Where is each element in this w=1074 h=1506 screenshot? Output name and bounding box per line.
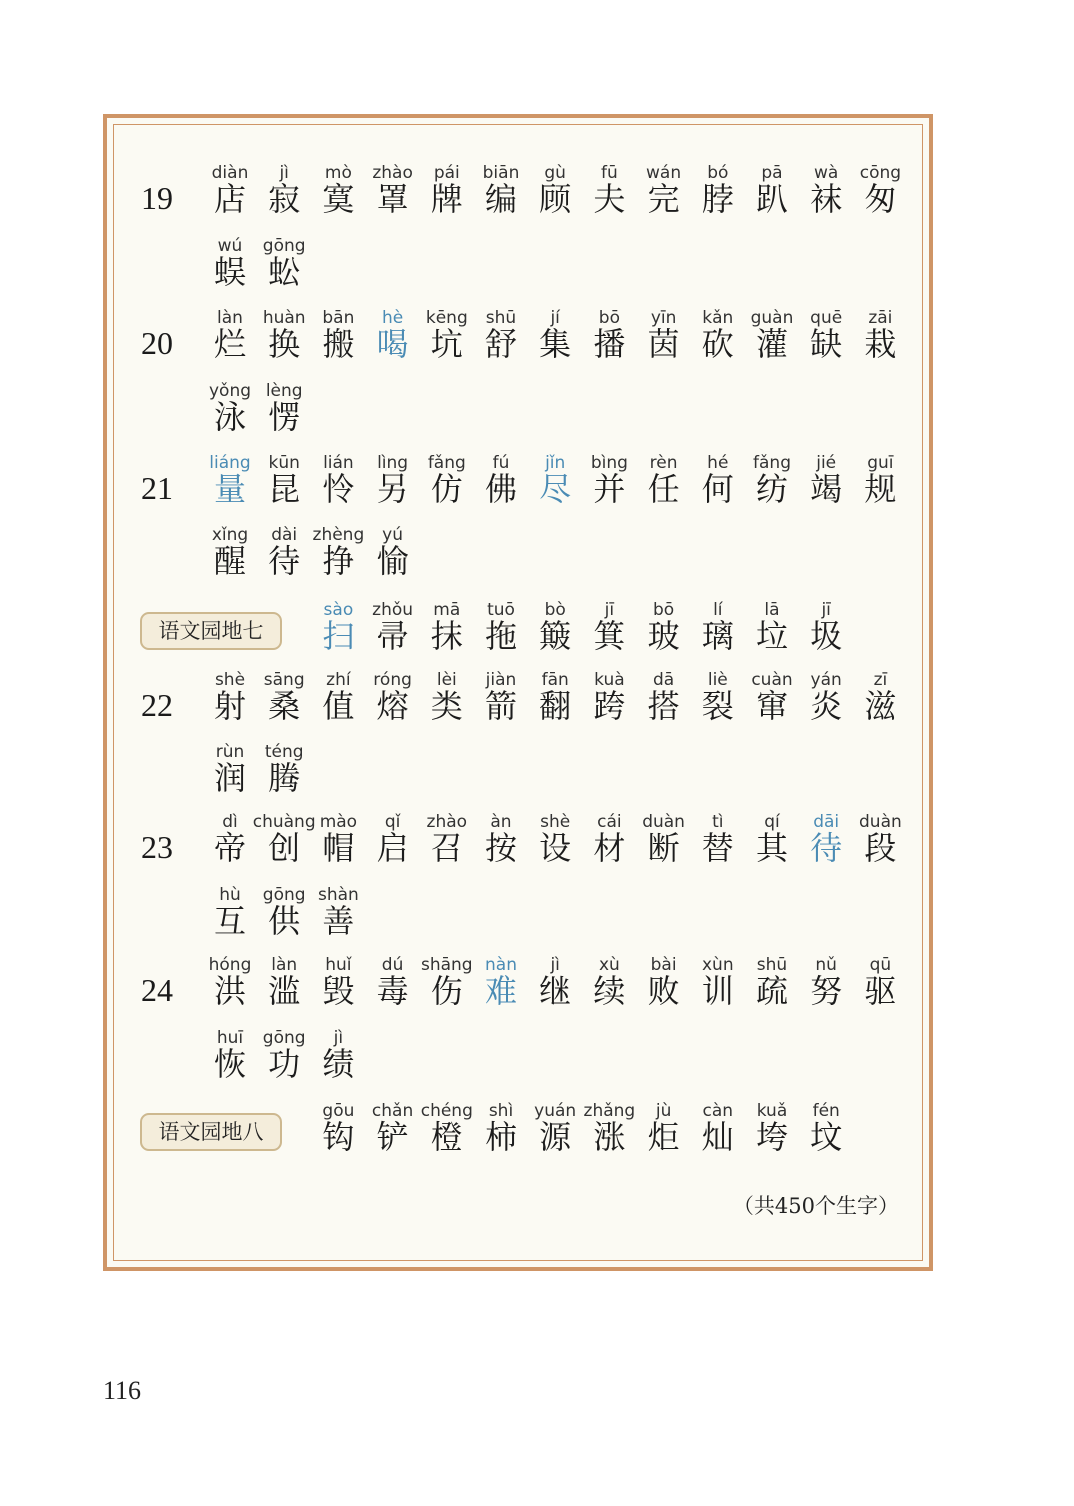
hanzi-character: 窜 (755, 687, 788, 725)
hanzi-character: 互 (213, 902, 246, 940)
hanzi-character: 类 (430, 687, 463, 725)
hanzi-character: 段 (864, 829, 897, 867)
pinyin-label: chǎn (371, 1101, 414, 1121)
pinyin-label: bō (652, 600, 675, 620)
hanzi-character: 簸 (539, 617, 572, 655)
hanzi-character: 箭 (484, 687, 517, 725)
character-row (107, 524, 929, 584)
character-cell (853, 669, 907, 729)
hanzi-character: 集 (539, 325, 572, 363)
hanzi-character: 并 (593, 470, 626, 508)
hanzi-character: 泳 (213, 398, 246, 436)
hanzi-character: 璃 (701, 617, 734, 655)
hanzi-character: 替 (701, 829, 734, 867)
character-row (107, 669, 929, 729)
pinyin-label: duàn (642, 812, 685, 832)
hanzi-character: 训 (701, 972, 734, 1010)
pinyin-label: rùn (215, 742, 245, 762)
pinyin-label: biān (482, 163, 520, 183)
hanzi-character: 毁 (322, 972, 355, 1010)
hanzi-character: 善 (322, 902, 355, 940)
hanzi-character: 钩 (322, 1118, 355, 1156)
hanzi-character: 仿 (430, 470, 463, 508)
lesson-number: 22 (141, 687, 173, 723)
pinyin-label: fú (492, 453, 510, 473)
hanzi-character: 难 (484, 972, 517, 1010)
pinyin-label: fǎng (427, 453, 466, 473)
pinyin-label: xùn (701, 955, 734, 975)
hanzi-character: 值 (322, 687, 355, 725)
lesson-number: 24 (141, 972, 173, 1008)
hanzi-character: 灿 (701, 1118, 734, 1156)
character-cell (799, 599, 853, 659)
character-row (107, 1027, 929, 1087)
hanzi-character: 愣 (268, 398, 301, 436)
pinyin-label: nàn (485, 955, 517, 975)
pinyin-label: sāng (263, 670, 305, 690)
hanzi-character: 换 (268, 325, 301, 363)
pinyin-label: kēng (425, 308, 468, 328)
hanzi-character: 毒 (376, 972, 409, 1010)
pinyin-label: shè (540, 812, 571, 832)
pinyin-label: jì (333, 1028, 344, 1048)
hanzi-character: 牌 (430, 180, 463, 218)
pinyin-label: huàn (262, 308, 306, 328)
hanzi-character: 圾 (810, 617, 843, 655)
hanzi-character: 按 (484, 829, 517, 867)
hanzi-character: 射 (213, 687, 246, 725)
hanzi-character: 挣 (322, 542, 355, 580)
pinyin-label: kūn (268, 453, 300, 473)
pinyin-label: lí (713, 600, 723, 620)
pinyin-label: zhǒu (372, 600, 414, 620)
pinyin-label: gōng (262, 1028, 306, 1048)
hanzi-character: 量 (213, 470, 246, 508)
pinyin-label: zhèng (312, 525, 365, 545)
hanzi-character: 疏 (755, 972, 788, 1010)
lesson-number: 23 (141, 829, 173, 865)
page-number: 116 (103, 1376, 142, 1405)
hanzi-character: 败 (647, 972, 680, 1010)
hanzi-character: 柿 (484, 1118, 517, 1156)
hanzi-character: 趴 (755, 180, 788, 218)
character-row (107, 1100, 929, 1160)
pinyin-label: wà (814, 163, 839, 183)
hanzi-character: 材 (593, 829, 626, 867)
hanzi-character: 灌 (755, 325, 788, 363)
pinyin-label: shāng (420, 955, 473, 975)
character-cell (257, 380, 311, 440)
hanzi-character: 玻 (647, 617, 680, 655)
hanzi-character: 橙 (430, 1118, 463, 1156)
pinyin-label: shū (756, 955, 788, 975)
hanzi-character: 烂 (213, 325, 246, 363)
hanzi-character: 茵 (647, 325, 680, 363)
pinyin-label: quē (810, 308, 843, 328)
pinyin-label: wú (217, 236, 243, 256)
hanzi-character: 扫 (322, 617, 355, 655)
pinyin-label: tuō (487, 600, 515, 620)
character-cell (853, 954, 907, 1014)
hanzi-character: 昆 (268, 470, 301, 508)
pinyin-label: hè (381, 308, 404, 328)
pinyin-label: yǒng (208, 381, 252, 401)
hanzi-character: 拖 (484, 617, 517, 655)
hanzi-character: 源 (539, 1118, 572, 1156)
hanzi-character: 缺 (810, 325, 843, 363)
pinyin-label: cái (597, 812, 622, 832)
hanzi-character: 搭 (647, 687, 680, 725)
hanzi-character: 供 (268, 902, 301, 940)
pinyin-label: dú (381, 955, 404, 975)
pinyin-label: jì (279, 163, 289, 183)
character-row (107, 599, 929, 659)
pinyin-label: lìng (377, 453, 409, 473)
total-characters-note: （共450个生字） (732, 1194, 899, 1218)
pinyin-label: kuǎ (756, 1101, 788, 1121)
pinyin-label: liè (707, 670, 728, 690)
pinyin-label: dā (652, 670, 675, 690)
pinyin-label: gù (544, 163, 566, 183)
pinyin-label: jié (816, 453, 837, 473)
pinyin-label: lā (764, 600, 780, 620)
pinyin-label: mào (319, 812, 358, 832)
hanzi-character: 寂 (268, 180, 301, 218)
hanzi-character: 播 (593, 325, 626, 363)
lesson-number: 19 (141, 180, 173, 216)
pinyin-label: fān (541, 670, 569, 690)
character-cell (853, 811, 907, 871)
pinyin-label: fū (601, 163, 618, 183)
hanzi-character: 滋 (864, 687, 897, 725)
character-cell (853, 452, 907, 512)
pinyin-label: dì (222, 812, 238, 832)
hanzi-character: 袜 (810, 180, 843, 218)
pinyin-label: zhí (326, 670, 351, 690)
pinyin-label: làn (271, 955, 298, 975)
pinyin-label: làn (217, 308, 243, 328)
pinyin-label: rèn (649, 453, 678, 473)
hanzi-character: 功 (268, 1045, 301, 1083)
pinyin-label: pā (761, 163, 783, 183)
pinyin-label: kuà (594, 670, 625, 690)
hanzi-character: 伤 (430, 972, 463, 1010)
pinyin-label: jiàn (485, 670, 517, 690)
hanzi-character: 桑 (268, 687, 301, 725)
hanzi-character: 帚 (376, 617, 409, 655)
pinyin-label: qí (764, 812, 780, 832)
hanzi-character: 蚣 (268, 253, 301, 291)
pinyin-label: wán (646, 163, 682, 183)
hanzi-character: 夫 (593, 180, 626, 218)
pinyin-label: pái (433, 163, 460, 183)
pinyin-label: bó (707, 163, 729, 183)
hanzi-character: 裂 (701, 687, 734, 725)
pinyin-label: càn (702, 1101, 734, 1121)
pinyin-label: sào (323, 600, 354, 620)
hanzi-character: 怜 (322, 470, 355, 508)
hanzi-character: 尽 (539, 470, 572, 508)
character-row (107, 235, 929, 295)
hanzi-character: 帽 (322, 829, 355, 867)
pinyin-label: liáng (209, 453, 251, 473)
hanzi-character: 努 (810, 972, 843, 1010)
pinyin-label: bān (322, 308, 355, 328)
pinyin-label: duàn (859, 812, 902, 832)
pinyin-label: jī (821, 600, 831, 620)
pinyin-label: lèng (265, 381, 303, 401)
pinyin-label: hóng (208, 955, 252, 975)
pinyin-label: gōng (262, 236, 306, 256)
pinyin-label: mā (433, 600, 461, 620)
hanzi-character: 腾 (268, 759, 301, 797)
hanzi-character: 创 (268, 829, 301, 867)
pinyin-label: chéng (420, 1101, 473, 1121)
pinyin-label: huǐ (325, 955, 352, 975)
pinyin-label: lèi (436, 670, 457, 690)
character-row (107, 811, 929, 871)
hanzi-character: 坟 (810, 1118, 843, 1156)
hanzi-character: 栽 (864, 325, 897, 363)
character-row (107, 741, 929, 801)
hanzi-character: 熔 (376, 687, 409, 725)
pinyin-label: shè (214, 670, 246, 690)
pinyin-label: shì (488, 1101, 514, 1121)
character-row (107, 162, 929, 222)
pinyin-label: yú (382, 525, 404, 545)
hanzi-character: 竭 (810, 470, 843, 508)
pinyin-label: hù (219, 885, 241, 905)
hanzi-character: 继 (539, 972, 572, 1010)
pinyin-label: jī (604, 600, 615, 620)
hanzi-character: 跨 (593, 687, 626, 725)
pinyin-label: hé (707, 453, 729, 473)
character-cell (366, 524, 420, 584)
pinyin-label: yuán (534, 1101, 577, 1121)
pinyin-label: tì (712, 812, 724, 832)
hanzi-character: 翻 (539, 687, 572, 725)
pinyin-label: zhǎng (583, 1101, 636, 1121)
pinyin-label: zāi (868, 308, 893, 328)
pinyin-label: téng (264, 742, 304, 762)
lesson-number: 20 (141, 325, 173, 361)
hanzi-character: 另 (376, 470, 409, 508)
character-cell (311, 884, 365, 944)
pinyin-label: qū (869, 955, 892, 975)
hanzi-character: 续 (593, 972, 626, 1010)
hanzi-character: 匆 (864, 180, 897, 218)
pinyin-label: shàn (317, 885, 359, 905)
hanzi-character: 搬 (322, 325, 355, 363)
hanzi-character: 设 (539, 829, 572, 867)
pinyin-label: gōng (262, 885, 306, 905)
hanzi-character: 断 (647, 829, 680, 867)
pinyin-label: qǐ (384, 812, 401, 832)
hanzi-character: 愉 (376, 542, 409, 580)
hanzi-character: 纺 (755, 470, 788, 508)
hanzi-character: 寞 (322, 180, 355, 218)
section-label-badge: 语文园地七 (140, 612, 282, 650)
character-cell (311, 1027, 365, 1087)
character-table-frame (103, 114, 933, 1271)
character-cell (799, 1100, 853, 1160)
hanzi-character: 何 (701, 470, 734, 508)
hanzi-character: 罩 (376, 180, 409, 218)
pinyin-label: guàn (750, 308, 794, 328)
hanzi-character: 驱 (864, 972, 897, 1010)
character-row (107, 884, 929, 944)
hanzi-character: 铲 (376, 1118, 409, 1156)
pinyin-label: bò (544, 600, 566, 620)
pinyin-label: cōng (859, 163, 902, 183)
pinyin-label: kǎn (702, 308, 734, 328)
pinyin-label: yīn (650, 308, 677, 328)
hanzi-character: 任 (647, 470, 680, 508)
hanzi-character: 完 (647, 180, 680, 218)
pinyin-label: jì (550, 955, 560, 975)
hanzi-character: 炎 (810, 687, 843, 725)
hanzi-character: 脖 (701, 180, 734, 218)
character-row (107, 380, 929, 440)
hanzi-character: 洪 (213, 972, 246, 1010)
hanzi-character: 恢 (213, 1045, 246, 1083)
pinyin-label: bài (650, 955, 677, 975)
hanzi-character: 炬 (647, 1118, 680, 1156)
pinyin-label: jí (550, 308, 560, 328)
hanzi-character: 涨 (593, 1118, 626, 1156)
pinyin-label: gōu (322, 1101, 355, 1121)
pinyin-label: huī (216, 1028, 244, 1048)
pinyin-label: bō (598, 308, 620, 328)
pinyin-label: dài (271, 525, 298, 545)
hanzi-character: 顾 (539, 180, 572, 218)
hanzi-character: 垃 (755, 617, 788, 655)
hanzi-character: 坑 (430, 325, 463, 363)
hanzi-character: 绩 (322, 1045, 355, 1083)
pinyin-label: jǐn (545, 453, 566, 473)
character-cell (257, 235, 311, 295)
pinyin-label: jù (655, 1101, 672, 1121)
pinyin-label: guī (867, 453, 894, 473)
hanzi-character: 醒 (213, 542, 246, 580)
character-row (107, 954, 929, 1014)
hanzi-character: 喝 (376, 325, 409, 363)
pinyin-label: mò (324, 163, 352, 183)
hanzi-character: 待 (268, 542, 301, 580)
hanzi-character: 启 (376, 829, 409, 867)
pinyin-label: diàn (211, 163, 249, 183)
hanzi-character: 待 (810, 829, 843, 867)
hanzi-character: 垮 (755, 1118, 788, 1156)
pinyin-label: nǔ (815, 955, 837, 975)
hanzi-character: 帝 (213, 829, 246, 867)
pinyin-label: bìng (590, 453, 628, 473)
pinyin-label: zhào (426, 812, 468, 832)
character-row (107, 307, 929, 367)
pinyin-label: fén (812, 1101, 840, 1121)
hanzi-character: 箕 (593, 617, 626, 655)
hanzi-character: 蜈 (213, 253, 246, 291)
character-cell (853, 307, 907, 367)
pinyin-label: xù (598, 955, 620, 975)
hanzi-character: 规 (864, 470, 897, 508)
hanzi-character: 其 (755, 829, 788, 867)
hanzi-character: 抹 (430, 617, 463, 655)
pinyin-label: dāi (813, 812, 840, 832)
hanzi-character: 舒 (484, 325, 517, 363)
lesson-number: 21 (141, 470, 173, 506)
character-row (107, 452, 929, 512)
hanzi-character: 滥 (268, 972, 301, 1010)
hanzi-character: 润 (213, 759, 246, 797)
pinyin-label: xǐng (211, 525, 249, 545)
pinyin-label: fǎng (753, 453, 791, 473)
pinyin-label: shū (485, 308, 517, 328)
pinyin-label: zī (873, 670, 888, 690)
pinyin-label: àn (490, 812, 512, 832)
pinyin-label: chuàng (252, 812, 316, 832)
hanzi-character: 佛 (484, 470, 517, 508)
section-label-badge: 语文园地八 (140, 1113, 282, 1151)
pinyin-label: cuàn (751, 670, 793, 690)
hanzi-character: 召 (430, 829, 463, 867)
hanzi-character: 店 (213, 180, 246, 218)
hanzi-character: 编 (484, 180, 517, 218)
pinyin-label: yán (810, 670, 842, 690)
hanzi-character: 砍 (701, 325, 734, 363)
pinyin-label: róng (373, 670, 412, 690)
character-cell (257, 741, 311, 801)
character-cell (853, 162, 907, 222)
pinyin-label: lián (323, 453, 354, 473)
pinyin-label: zhào (372, 163, 413, 183)
